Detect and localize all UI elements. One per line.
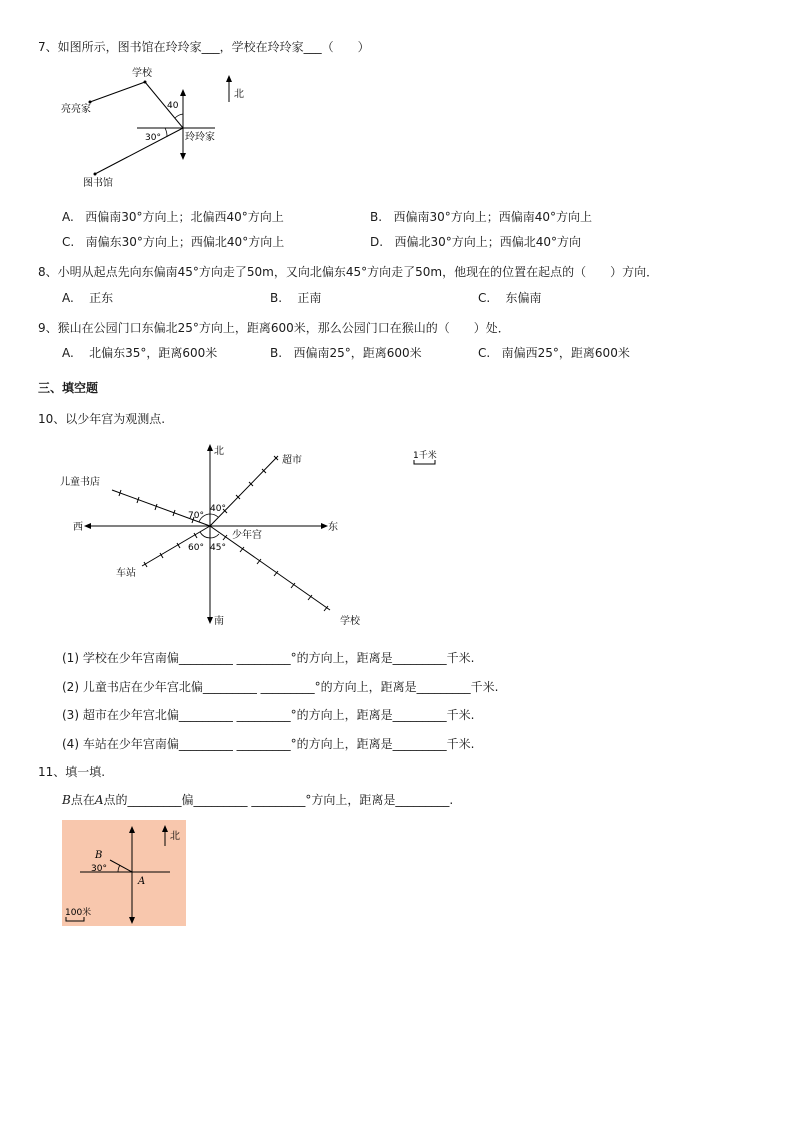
q7-option-b[interactable]: B. 西偏南30°方向上；西偏南40°方向上 [370,210,593,224]
q8-option-b[interactable]: B. 正南 [270,291,322,305]
q10-label-a60: 60° [188,543,204,553]
q9-stem: 9、猴山在公园门口东偏北25°方向上，距离600米，那么公园门口在猴山的（ ）处． [38,321,510,335]
q7-label-north: 北 [234,89,244,100]
q7-north-arrow-icon [226,75,232,82]
q10-label-supermarket: 超市 [282,455,302,466]
q11-scale-label: 100米 [65,908,92,918]
q11-figure [62,820,186,926]
q7-label-library: 图书馆 [83,178,113,189]
q10-label-north: 北 [214,446,224,457]
q7-stem: 7、如图所示，图书馆在玲玲家___，学校在玲玲家___（ ） [38,40,370,54]
q11-label-north: 北 [170,831,180,842]
q10-label-a70: 70° [188,511,204,521]
q10-label-a45: 45° [210,543,226,553]
section-heading: 三、填空题 [38,381,99,395]
q10-item-1[interactable]: (1) 学校在少年宫南偏_________ _________°的方向上，距离是_________千米. [62,651,475,665]
q10-label-center: 少年宫 [232,530,262,541]
q7-label-school: 学校 [132,68,152,79]
q9-option-b[interactable]: B. 西偏南25°，距离600米 [270,346,422,360]
q10-label-south: 南 [214,616,224,627]
q10-label-west: 西 [73,522,83,533]
q10-item-3[interactable]: (3) 超市在少年宫北偏_________ _________°的方向上，距离是_________千米. [62,708,475,722]
q7-option-d[interactable]: D. 西偏北30°方向上；西偏北40°方向 [370,235,582,249]
q11-text[interactable]: B点在A点的_________偏_________ _________°方向上，距离是_________. [62,793,454,807]
q10-figure [60,440,450,630]
q7-line-library [95,128,183,174]
q11-label-a: A [138,876,146,887]
q11-label-angle: 30° [91,864,107,874]
q8-stem: 8、小明从起点先向东偏南45°方向走了50m，又向北偏东45°方向走了50m，他现在的位置在起点的（ ）方向． [38,265,659,279]
q7-figure [55,62,265,192]
q10-label-bookstore: 儿童书店 [60,477,100,488]
q10-label-east: 东 [328,522,338,533]
q8-option-a[interactable]: A. 正东 [62,291,114,305]
q11-stem: 11、填一填. [38,765,106,779]
q10-item-4[interactable]: (4) 车站在少年宫南偏_________ _________°的方向上，距离是_________千米. [62,737,475,751]
q11-label-b: B [95,850,103,861]
q10-scale-label: 1千米 [413,451,437,461]
q10-stem: 10、以少年宫为观测点. [38,412,166,426]
q7-label-lingling: 玲玲家 [185,132,215,143]
q9-option-a[interactable]: A. 北偏东35°，距离600米 [62,346,218,360]
q7-option-c[interactable]: C. 南偏东30°方向上；西偏北40°方向上 [62,235,285,249]
q7-label-angle40: 40 [167,101,179,111]
q10-item-2[interactable]: (2) 儿童书店在少年宫北偏_________ _________°的方向上，距离是_________千米. [62,680,499,694]
q7-line-liangliang [90,82,145,102]
q7-label-angle30: 30° [145,133,161,143]
q7-label-liangliang: 亮亮家 [61,104,91,115]
q10-label-a40: 40° [210,504,226,514]
q9-option-c[interactable]: C. 南偏西25°，距离600米 [478,346,630,360]
q10-label-station: 车站 [116,568,136,579]
q7-option-a[interactable]: A. 西偏南30°方向上；北偏西40°方向上 [62,210,284,224]
q10-ray-school [210,526,330,610]
q10-ray-supermarket [210,456,278,526]
q10-label-school: 学校 [340,616,360,627]
q8-option-c[interactable]: C. 东偏南 [478,291,542,305]
